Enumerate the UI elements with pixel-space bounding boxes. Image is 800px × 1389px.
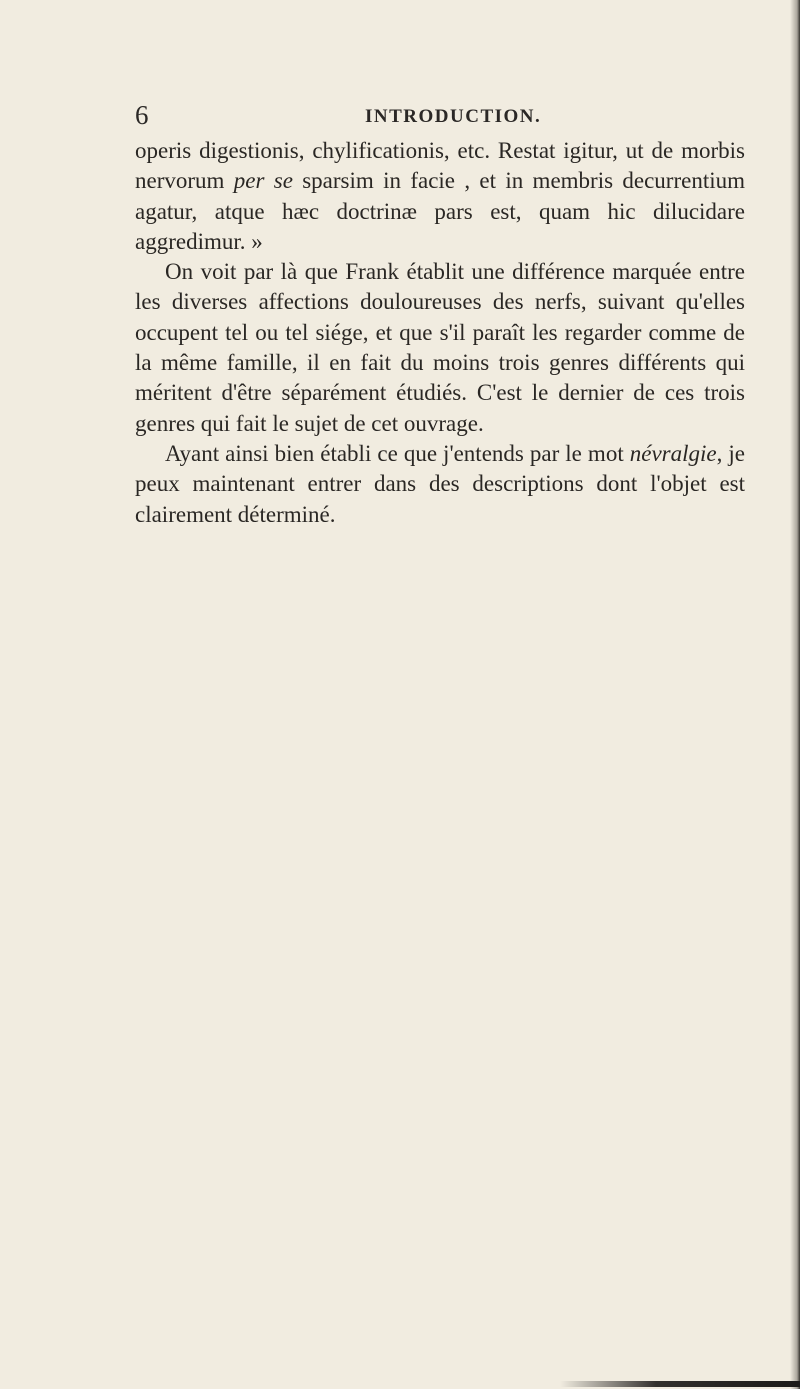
text-segment: Ayant ainsi bien établi ce que j'entends par le mot (165, 440, 630, 466)
page-number: 6 (135, 100, 149, 130)
text-segment: , je peux maintenant entrer dans des descriptions dont l'objet est clairement déterminé. (135, 440, 745, 527)
paragraph-frank: On voit par là que Frank établit une différence marquée entre les diverses affections douloureuses des nerfs, suivant qu'elles occupent tel ou tel siége, et que s'il paraît les regarder comme de la même famille, il en fait du moins trois genres différents qui méritent d'être séparément étudiés. C'est le dernier de ces trois genres qui fait le sujet de cet ouvrage. (135, 259, 745, 436)
italic-term: névralgie (629, 440, 717, 466)
italic-phrase: per se (233, 168, 293, 194)
bottom-edge-shadow (560, 1381, 800, 1387)
page-header (135, 95, 745, 135)
text-segment: sparsim in facie , et in membris decurrentium agatur, atque hæc doctrinæ pars est, quam hic dilucidare aggredimur. » (135, 168, 745, 254)
paragraph-latin-quote (135, 136, 745, 257)
text-segment: operis digestionis, chylificationis, etc. Restat igitur, ut de morbis nervorum (135, 138, 745, 194)
paragraph-nevralgie (135, 439, 745, 530)
page-edge-shadow (790, 0, 800, 1389)
running-head: INTRODUCTION. (365, 106, 542, 127)
text-body (135, 136, 745, 530)
